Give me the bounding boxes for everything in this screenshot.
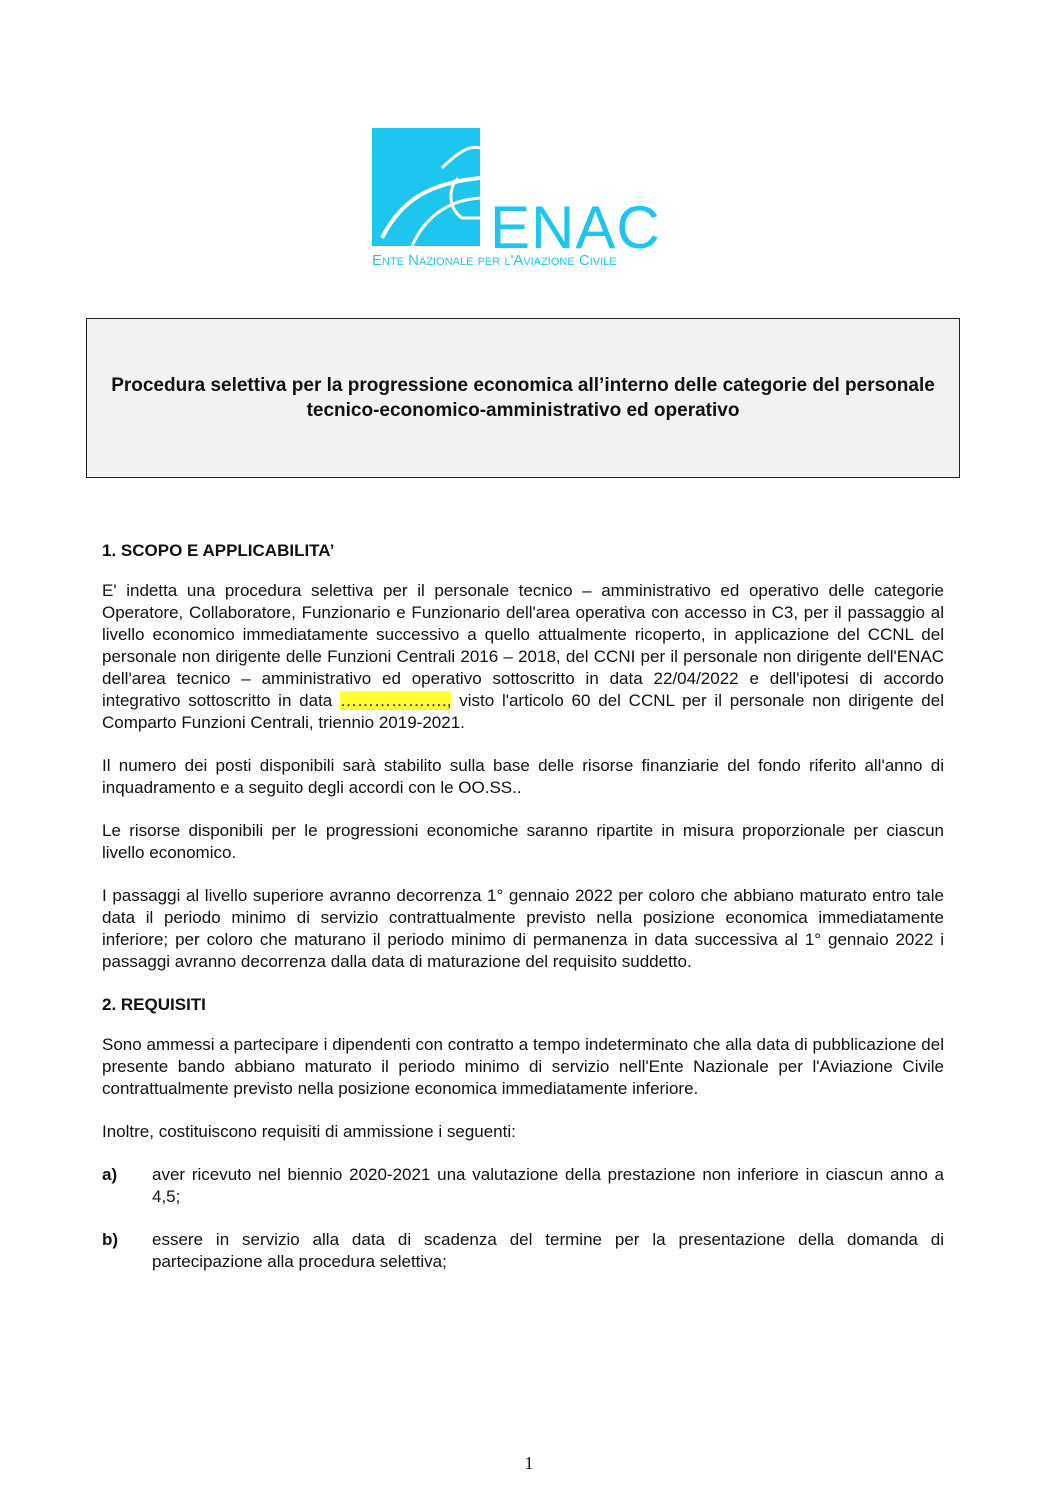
list-marker: a) [102,1165,118,1184]
list-item-text: essere in servizio alla data di scadenza del termine per la presentazione della domanda di partecipazione alla procedura selettiva; [152,1230,944,1271]
paragraph-text: E' indetta una procedura selettiva per il personale tecnico – amministrativo ed operativo delle categorie Operatore, Collaboratore, Funzionario e Funzionario dell'area operativa con accesso in C3, per il passaggio al livello economico immediatamente successivo a quello attualmente ricoperto, in applicazione del CCNL del personale non dirigente delle Funzioni Centrali 2016 – 2018, del CCNI per il personale non dirigente dell'ENAC dell'area tecnico – amministrativo ed operativo sottoscritto in data 22/04/2022 e dell'ipotesi di accordo integrativo sottoscritto in data [102,581,944,710]
section-heading-1: 1. SCOPO E APPLICABILITA’ [102,541,335,560]
section-heading-2: 2. REQUISITI [102,995,206,1014]
document-title-box [86,318,960,478]
enac-logo [372,128,682,278]
paragraph: Le risorse disponibili per le progressioni economiche saranno ripartite in misura proporzionale per ciascun livello economico. [102,821,944,862]
paragraph: Sono ammessi a partecipare i dipendenti con contratto a tempo indeterminato che alla data di pubblicazione del presente bando abbiano maturato il periodo minimo di servizio nell'Ente Nazionale per l'Aviazione Civile contrattualmente previsto nella posizione economica immediatamente inferiore. [102,1035,944,1098]
paragraph: Il numero dei posti disponibili sarà stabilito sulla base delle risorse finanziarie del fondo riferito all'anno di inquadramento e a seguito degli accordi con le OO.SS.. [102,756,944,797]
enac-logo-mark [372,128,480,246]
paragraph: I passaggi al livello superiore avranno decorrenza 1° gennaio 2022 per coloro che abbiano maturato entro tale data il periodo minimo di servizio contrattualmente previsto nella posizione economica immediatamente inferiore; per coloro che maturano il periodo minimo di permanenza in data successiva al 1° gennaio 2022 i passaggi avranno decorrenza dalla data di maturazione del requisito suddetto. [102,886,944,971]
list-item [102,1164,944,1208]
page-number: 1 [524,1453,534,1473]
list-item-text: aver ricevuto nel biennio 2020-2021 una valutazione della prestazione non inferiore in ciascun anno a 4,5; [152,1165,944,1206]
logo-swoosh-icon [372,128,480,246]
document-body [102,540,944,1294]
paragraph: Inoltre, costituiscono requisiti di ammissione i seguenti: [102,1122,516,1141]
logo-subtitle: Ente Nazionale per l'Aviazione Civile [372,252,617,269]
list-marker: b) [102,1230,119,1249]
paragraph-text: visto l'articolo 60 del CCNL per il personale non dirigente del Comparto Funzioni Centrali, triennio 2019-2021. [102,691,944,732]
highlighted-placeholder: ………………., [340,691,452,710]
document-title: Procedura selettiva per la progressione economica all’interno delle categorie del personale tecnico-economico-amministrativo ed operativo [111,375,935,421]
paragraph [102,580,944,734]
list-item [102,1229,944,1273]
logo-wordmark: ENAC [490,194,661,261]
